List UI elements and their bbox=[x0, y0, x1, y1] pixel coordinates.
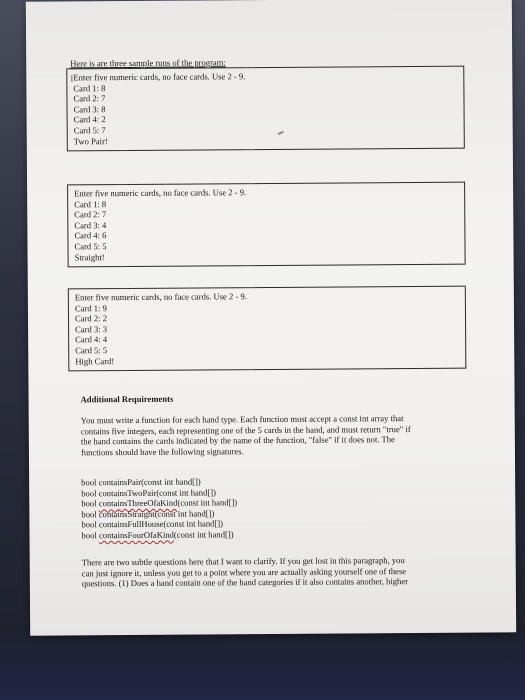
sample-run-1 bbox=[66, 66, 465, 152]
signature-params: (const int hand[]) bbox=[141, 476, 201, 487]
paragraph-line: You must write a function for each hand type. Each function must accept a const int array that bbox=[80, 413, 404, 426]
result-line: Two Pair! bbox=[73, 135, 108, 146]
signature-params: (const int hand[]) bbox=[154, 508, 215, 519]
card-line: Card 5: 5 bbox=[75, 345, 108, 356]
card-line: Card 1: 8 bbox=[74, 198, 107, 209]
signature-params: (const int hand[]) bbox=[156, 486, 217, 498]
signature-return-type: bool bbox=[81, 487, 99, 498]
sample-run-2 bbox=[67, 182, 466, 268]
paragraph-line: the hand contains the cards indicated by the name of the function, "false" if it does not. The bbox=[80, 434, 395, 447]
paragraph-line: can just ignore it, unless you get to a point where you are actually asking yourself one of these bbox=[81, 565, 407, 578]
card-line: Card 3: 8 bbox=[73, 103, 106, 115]
card-line: Card 1: 8 bbox=[73, 82, 106, 93]
sample-run-3 bbox=[68, 286, 467, 372]
signature-return-type: bool bbox=[81, 530, 99, 541]
card-line: Card 4: 2 bbox=[73, 114, 106, 125]
signature-function-name: containsStraight bbox=[98, 508, 155, 519]
result-line: Straight! bbox=[74, 251, 105, 262]
card-line: Card 4: 6 bbox=[74, 230, 107, 241]
signature-return-type: bool bbox=[81, 498, 99, 509]
signature-params: (const int hand[]) bbox=[177, 497, 238, 508]
signature-function-name: containsPair bbox=[98, 476, 142, 488]
background-glow bbox=[0, 630, 525, 700]
paragraph-line: questions. (1) Does a hand contain one of the hand categories if it also contains another, higher bbox=[81, 576, 409, 589]
card-line: Card 4: 4 bbox=[75, 334, 108, 345]
card-line: Card 3: 4 bbox=[74, 219, 107, 231]
signature-return-type: bool bbox=[81, 508, 99, 520]
prompt-line: Enter five numeric cards, no face cards. Use 2 - 9. bbox=[74, 291, 247, 303]
signature-function-name: containsFourOfaKind bbox=[98, 529, 174, 541]
card-line: Card 5: 7 bbox=[73, 125, 106, 136]
card-line: Card 2: 7 bbox=[73, 93, 106, 104]
signature-params: (const int hand[]) bbox=[163, 518, 224, 530]
prompt-line: Enter five numeric cards, no face cards. Use 2 - 9. bbox=[73, 71, 246, 83]
signature-function-name: containsFullHouse bbox=[98, 519, 164, 530]
signature-line bbox=[81, 529, 237, 541]
signature-function-name: containsThreeOfaKind bbox=[98, 497, 178, 509]
printed-page bbox=[26, 0, 516, 636]
signature-params: (const int hand[]) bbox=[173, 529, 234, 540]
paragraph-line: contains five integers, each representing one of the 5 cards in the hand, and must return "true" if bbox=[80, 423, 411, 436]
card-line: Card 2: 2 bbox=[74, 313, 108, 324]
prompt-line: Enter five numeric cards, no face cards. Use 2 - 9. bbox=[74, 187, 247, 199]
card-line: Card 3: 3 bbox=[75, 323, 108, 335]
text-cursor-icon: I bbox=[70, 73, 74, 84]
paragraph-line: There are two subtle questions here that I want to clarify. If you get lost in this paragraph, you bbox=[81, 555, 405, 568]
function-signatures bbox=[81, 476, 237, 541]
paragraph-line: functions should have the following signatures. bbox=[80, 445, 244, 458]
card-line: Card 1: 9 bbox=[74, 302, 107, 313]
result-line: High Card! bbox=[75, 355, 115, 366]
additional-requirements-title: Additional Requirements bbox=[80, 393, 174, 405]
signature-function-name: containsTwoPair bbox=[98, 487, 157, 498]
intro-heading: Here is are three sample runs of the program: bbox=[70, 57, 226, 69]
signature-return-type: bool bbox=[81, 519, 99, 530]
clarification-paragraph bbox=[82, 555, 482, 590]
card-line: Card 5: 5 bbox=[74, 241, 107, 252]
card-line: Card 2: 7 bbox=[74, 209, 107, 220]
signature-return-type: bool bbox=[81, 477, 99, 488]
requirements-paragraph bbox=[81, 413, 481, 458]
